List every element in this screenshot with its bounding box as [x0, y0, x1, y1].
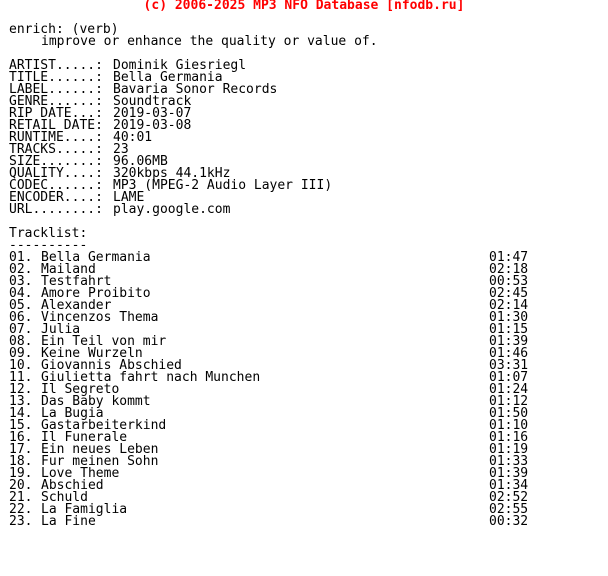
info-value: 23 — [113, 142, 129, 157]
track-duration: 01:24 — [489, 382, 529, 397]
track-number: 06. — [9, 310, 33, 325]
track-title: Testfahrt — [41, 274, 112, 289]
track-number: 23. — [9, 514, 33, 529]
track-title: La Fine — [41, 514, 96, 529]
track-title: Das Baby kommt — [41, 394, 151, 409]
track-duration: 01:12 — [489, 394, 529, 409]
track-title: Giulietta fahrt nach Munchen — [41, 370, 261, 385]
track-duration: 01:39 — [489, 334, 529, 349]
track-duration: 02:55 — [489, 502, 529, 517]
track-duration: 01:33 — [489, 454, 529, 469]
definition-meaning: improve or enhance the quality or value of. — [41, 34, 378, 49]
track-number: 22. — [9, 502, 33, 517]
track-number: 03. — [9, 274, 33, 289]
definition-word: enrich: (verb) — [9, 22, 119, 37]
track-number: 20. — [9, 478, 33, 493]
info-value: Soundtrack — [113, 94, 192, 109]
track-number: 21. — [9, 490, 33, 505]
track-number: 14. — [9, 406, 33, 421]
track-number: 16. — [9, 430, 33, 445]
track-duration: 01:46 — [489, 346, 529, 361]
track-title: Abschied — [41, 478, 104, 493]
track-duration: 01:15 — [489, 322, 529, 337]
track-duration: 00:53 — [489, 274, 529, 289]
track-number: 02. — [9, 262, 33, 277]
track-number: 15. — [9, 418, 33, 433]
info-label: RIP DATE...: — [9, 106, 103, 121]
track-number: 01. — [9, 250, 33, 265]
track-duration: 02:18 — [489, 262, 529, 277]
track-number: 09. — [9, 346, 33, 361]
track-number: 17. — [9, 442, 33, 457]
info-label: URL........: — [9, 202, 103, 217]
track-number: 12. — [9, 382, 33, 397]
info-label: TITLE......: — [9, 70, 103, 85]
track-duration: 01:16 — [489, 430, 529, 445]
track-number: 11. — [9, 370, 33, 385]
info-value: play.google.com — [113, 202, 231, 217]
info-value: 40:01 — [113, 130, 153, 145]
info-label: RUNTIME....: — [9, 130, 103, 145]
track-duration: 02:45 — [489, 286, 529, 301]
track-title: Ein Teil von mir — [41, 334, 167, 349]
track-title: Gastarbeiterkind — [41, 418, 167, 433]
info-value: Bavaria Sonor Records — [113, 82, 278, 97]
info-value: 2019-03-08 — [113, 118, 192, 133]
track-duration: 01:07 — [489, 370, 529, 385]
info-label: TRACKS.....: — [9, 142, 103, 157]
info-label: ENCODER....: — [9, 190, 103, 205]
info-label: LABEL......: — [9, 82, 103, 97]
track-title: Amore Proibito — [41, 286, 151, 301]
track-row — [9, 516, 96, 528]
track-title: Julia — [41, 322, 81, 337]
info-label: ARTIST.....: — [9, 58, 103, 73]
track-title: Keine Wurzeln — [41, 346, 143, 361]
track-duration: 00:32 — [489, 514, 529, 529]
track-number: 10. — [9, 358, 33, 373]
info-value: 2019-03-07 — [113, 106, 192, 121]
info-value: LAME — [113, 190, 145, 205]
track-number: 19. — [9, 466, 33, 481]
track-duration: 01:30 — [489, 310, 529, 325]
track-number: 13. — [9, 394, 33, 409]
track-title: Bella Germania — [41, 250, 151, 265]
track-number: 04. — [9, 286, 33, 301]
track-duration: 02:52 — [489, 490, 529, 505]
track-title: La Famiglia — [41, 502, 128, 517]
info-label: QUALITY....: — [9, 166, 103, 181]
track-title: Vincenzos Thema — [41, 310, 159, 325]
track-duration: 03:31 — [489, 358, 529, 373]
tracklist-underline: ---------- — [9, 238, 88, 253]
track-duration: 02:14 — [489, 298, 529, 313]
info-row — [9, 204, 230, 216]
info-label: SIZE.......: — [9, 154, 103, 169]
info-value: Dominik Giesriegl — [113, 58, 247, 73]
info-value: 320kbps 44.1kHz — [113, 166, 231, 181]
site-header: (c) 2006-2025 MP3 NFO Database [nfodb.ru] — [143, 0, 465, 13]
track-duration: 01:34 — [489, 478, 529, 493]
track-number: 18. — [9, 454, 33, 469]
info-label: GENRE......: — [9, 94, 103, 109]
track-title: Schuld — [41, 490, 88, 505]
track-duration: 01:50 — [489, 406, 529, 421]
track-duration: 01:39 — [489, 466, 529, 481]
track-duration: 01:19 — [489, 442, 529, 457]
info-label: RETAIL DATE: — [9, 118, 103, 133]
track-title: Il Funerale — [41, 430, 128, 445]
track-number: 08. — [9, 334, 33, 349]
track-title: Giovannis Abschied — [41, 358, 182, 373]
track-duration: 01:47 — [489, 250, 529, 265]
track-number: 07. — [9, 322, 33, 337]
track-title: Mailand — [41, 262, 96, 277]
track-title: Fur meinen Sohn — [41, 454, 159, 469]
track-number: 05. — [9, 298, 33, 313]
info-value: MP3 (MPEG-2 Audio Layer III) — [113, 178, 333, 193]
track-title: Alexander — [41, 298, 112, 313]
tracklist-title: Tracklist: — [9, 226, 88, 241]
track-duration: 01:10 — [489, 418, 529, 433]
info-value: Bella Germania — [113, 70, 223, 85]
track-title: Ein neues Leben — [41, 442, 159, 457]
info-label: CODEC......: — [9, 178, 103, 193]
track-title: Il Segreto — [41, 382, 120, 397]
track-title: Love Theme — [41, 466, 120, 481]
info-value: 96.06MB — [113, 154, 168, 169]
track-title: La Bugia — [41, 406, 104, 421]
